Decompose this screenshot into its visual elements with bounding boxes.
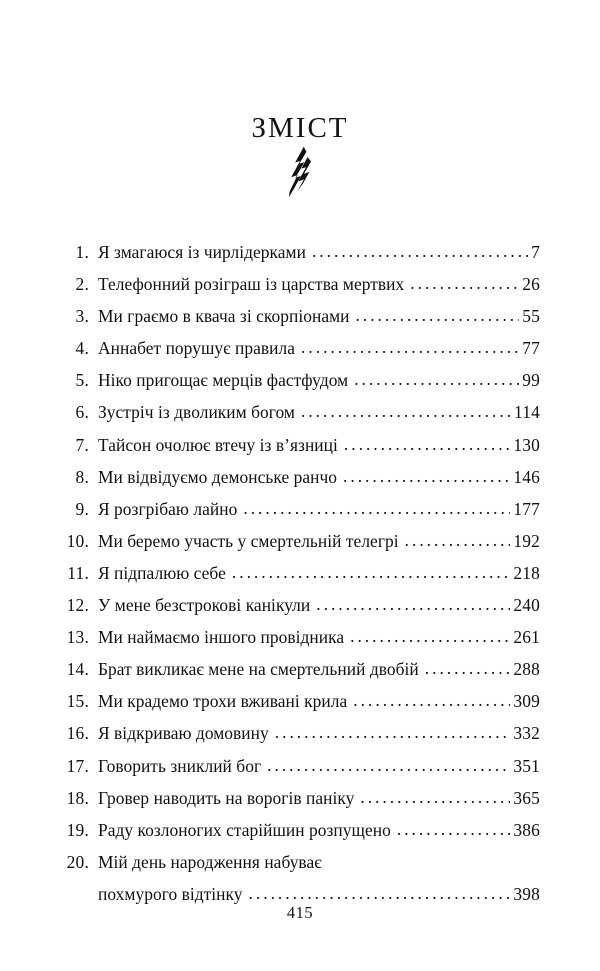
- toc-entry-title: Я розгрібаю лайно: [98, 498, 238, 519]
- toc-entry-title: Ми наймаємо іншого провідника: [98, 627, 345, 648]
- toc-entry-number: 19.: [66, 819, 89, 840]
- toc-entry-title: Говорить зниклий бог: [98, 755, 262, 776]
- toc-entry[interactable]: [62, 653, 540, 685]
- toc-entry[interactable]: [62, 300, 540, 332]
- lightning-bolt-ornament: [0, 146, 600, 198]
- toc-entry-title: Мій день народження набуває: [98, 851, 322, 872]
- dot-leader: [267, 749, 510, 781]
- toc-entry-page: 55: [522, 306, 540, 327]
- toc-entry-number: 4.: [75, 338, 89, 359]
- toc-entry[interactable]: [62, 685, 540, 717]
- toc-entry-title: Ми граємо в квача зі скорпіонами: [98, 306, 350, 327]
- dot-leader: [353, 684, 510, 716]
- dot-leader: [354, 363, 519, 395]
- page-folio-number: 415: [286, 903, 314, 922]
- toc-entry-page: 130: [513, 434, 540, 455]
- toc-entry-title: Я змагаюся із чирлідерками: [98, 242, 306, 262]
- toc-entry[interactable]: [62, 557, 540, 589]
- toc-entry[interactable]: [62, 332, 540, 364]
- toc-entry-page: 240: [513, 595, 540, 616]
- toc-entry-title: У мене безстрокові канікули: [98, 595, 311, 616]
- dot-leader: [312, 235, 528, 267]
- toc-list: [62, 236, 540, 910]
- toc-entry-number: 20.: [66, 851, 89, 872]
- toc-entry-title: Аннабет порушує правила: [98, 338, 296, 359]
- dot-leader: [410, 267, 519, 299]
- toc-entry-title: Ми відвідуємо демонське ранчо: [98, 466, 338, 487]
- toc-entry-title: Тайсон очолює втечу із в’язниці: [98, 434, 338, 455]
- toc-entry-page: 177: [513, 498, 540, 519]
- dot-leader: [243, 492, 510, 524]
- toc-entry-number: 8.: [75, 466, 89, 487]
- toc-entry-number: 18.: [66, 787, 89, 808]
- toc-entry-number: 3.: [75, 306, 89, 327]
- toc-entry-number: 17.: [66, 755, 89, 776]
- toc-entry-number: 5.: [75, 370, 89, 391]
- dot-leader: [356, 299, 520, 331]
- dot-leader: [275, 716, 511, 748]
- dot-leader: [301, 395, 511, 427]
- dot-leader: [360, 781, 510, 813]
- toc-entry-page: 99: [522, 370, 540, 391]
- toc-entry[interactable]: [62, 589, 540, 621]
- toc-entry-title: Я підпалюю себе: [98, 562, 226, 583]
- toc-entry-page: 26: [522, 274, 540, 295]
- toc-entry-number: 1.: [75, 242, 89, 262]
- toc-entry[interactable]: [62, 268, 540, 300]
- toc-entry-page: 146: [513, 466, 540, 487]
- dot-leader: [397, 813, 510, 845]
- toc-entry-title: Брат викликає мене на смертельний двобій: [98, 659, 419, 680]
- toc-entry-title: Ми беремо участь у смертельній телегрі: [98, 530, 399, 551]
- toc-entry-page: 7: [531, 242, 540, 262]
- toc-entry-title: Зустріч із дволиким богом: [98, 402, 295, 423]
- toc-entry[interactable]: [62, 782, 540, 814]
- toc-entry[interactable]: [62, 364, 540, 396]
- toc-entry-page: 365: [513, 787, 540, 808]
- toc-entry[interactable]: [62, 461, 540, 493]
- toc-entry[interactable]: [62, 621, 540, 653]
- toc-entry-title: Раду козлоногих старійшин розпущено: [98, 819, 391, 840]
- toc-entry-page: 351: [513, 755, 540, 776]
- toc-entry-number: 11.: [67, 562, 89, 583]
- dot-leader: [350, 620, 510, 652]
- toc-entry-page: 192: [513, 530, 540, 551]
- toc-entry-title: Гровер наводить на ворогів паніку: [98, 787, 355, 808]
- toc-entry[interactable]: [62, 236, 540, 268]
- toc-entry-page: 309: [513, 691, 540, 712]
- dot-leader: [232, 556, 510, 588]
- toc-entry-number: 7.: [75, 434, 89, 455]
- toc-entry-page: 332: [513, 723, 540, 744]
- toc-entry[interactable]: [62, 525, 540, 557]
- dot-leader: [316, 588, 510, 620]
- toc-entry-number: 6.: [75, 402, 89, 423]
- toc-entry-title: Ніко пригощає мерців фастфудом: [98, 370, 349, 391]
- toc-entry-title-line2: похмурого відтінку: [98, 883, 243, 904]
- toc-entry-page: 114: [513, 402, 540, 423]
- toc-entry[interactable]: [62, 814, 540, 846]
- toc-entry[interactable]: [62, 493, 540, 525]
- toc-entry-number: 14.: [66, 659, 89, 680]
- toc-entry[interactable]: [62, 396, 540, 428]
- toc-entry-number: 13.: [66, 627, 89, 648]
- dot-leader: [405, 524, 511, 556]
- toc-entry[interactable]: [62, 429, 540, 461]
- toc-entry-page: 288: [513, 659, 540, 680]
- page-title: ЗМІСТ: [251, 112, 349, 145]
- toc-entry-number: 9.: [75, 498, 89, 519]
- toc-entry-number: 12.: [66, 595, 89, 616]
- toc-entry-number: 15.: [66, 691, 89, 712]
- toc-entry-title: Телефонний розіграш із царства мертвих: [98, 274, 405, 295]
- toc-entry-number: 10.: [66, 530, 89, 551]
- toc-entry-page: 261: [513, 627, 540, 648]
- toc-entry-number: 2.: [75, 274, 89, 295]
- toc-entry[interactable]: [62, 846, 540, 910]
- dot-leader: [425, 652, 511, 684]
- toc-entry-page: 77: [522, 338, 540, 359]
- toc-entry-page: 386: [513, 819, 540, 840]
- toc-entry-page: 398: [513, 883, 540, 904]
- toc-entry[interactable]: [62, 750, 540, 782]
- lightning-bolt-icon: [287, 146, 313, 198]
- dot-leader: [301, 331, 519, 363]
- toc-entry-title: Я відкриваю домовину: [98, 723, 269, 744]
- toc-entry[interactable]: [62, 717, 540, 749]
- toc-entry-title: Ми крадемо трохи вживані крила: [98, 691, 348, 712]
- dot-leader: [344, 428, 510, 460]
- toc-entry-page: 218: [513, 562, 540, 583]
- dot-leader: [343, 460, 510, 492]
- toc-entry-number: 16.: [66, 723, 89, 744]
